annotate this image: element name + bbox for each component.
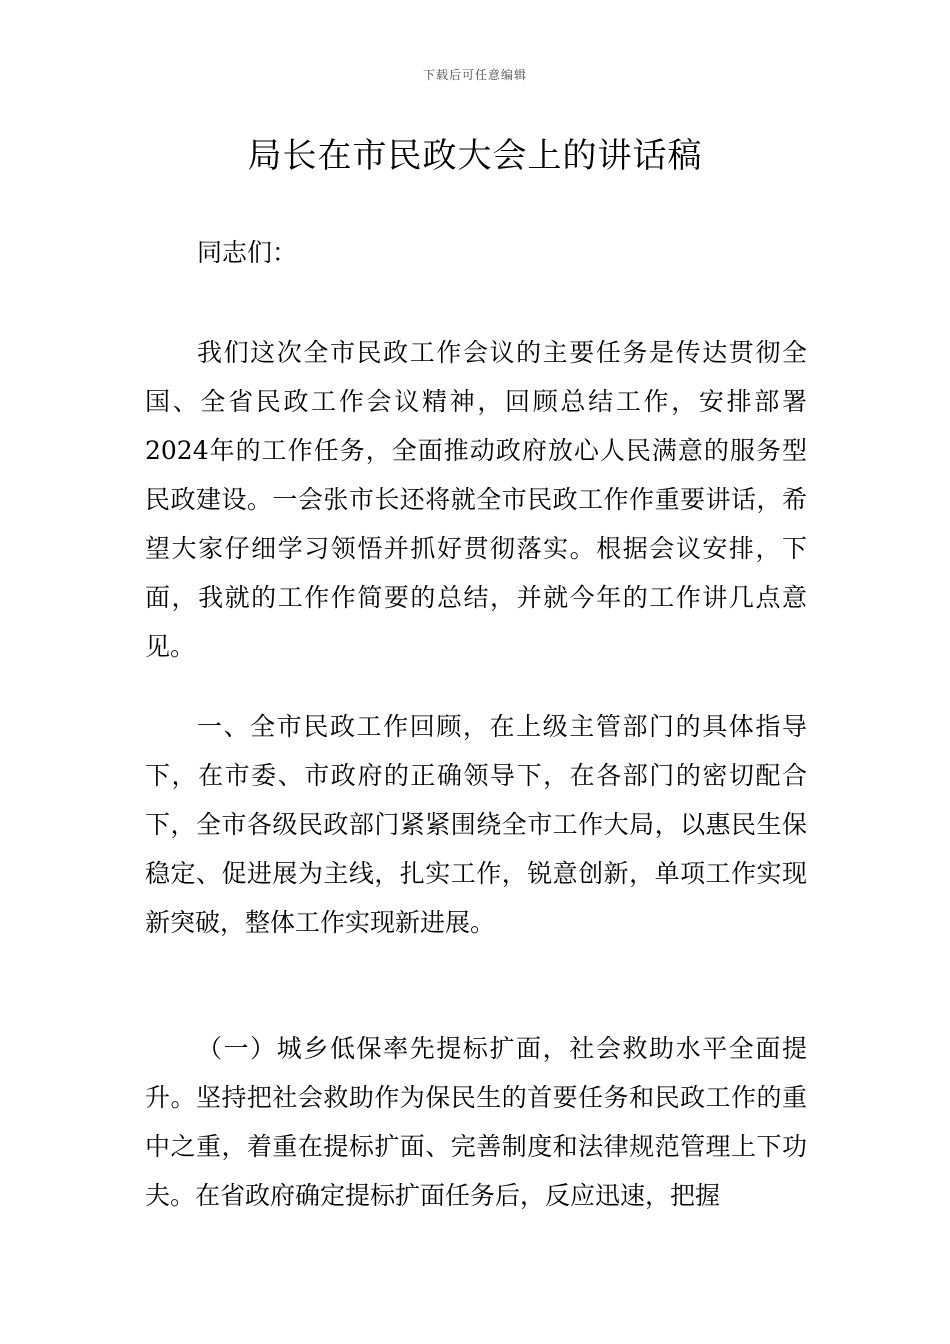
paragraph-review: 一、全市民政工作回顾，在上级主管部门的具体指导下，在市委、市政府的正确领导下，在各部门的密切配合下，全市各级民政部门紧紧围绕全市工作大局，以惠民生保稳定、促进展为主线，扎实工作，锐意创新，单项工作实现新突破，整体工作实现新进展。	[145, 712, 807, 937]
paragraph-intro: 我们这次全市民政工作会议的主要任务是传达贯彻全国、全省民政工作会议精神，回顾总结工作，安排部署2024年的工作任务，全面推动政府放心人民满意的服务型民政建设。一会张市长还将就全市民政工作作重要讲话，希望大家仔细学习领悟并抓好贯彻落实。根据会议安排，下面，我就的工作作简要的总结，并就今年的工作讲几点意见。	[145, 338, 807, 661]
paragraph-social-assistance: （一）城乡低保率先提标扩面，社会救助水平全面提升。坚持把社会救助作为保民生的首要任务和民政工作的重中之重，着重在提标扩面、完善制度和法律规范管理上下功夫。在省政府确定提标扩面任务后，反应迅速，把握	[145, 1034, 807, 1210]
greeting: 同志们：	[197, 238, 298, 267]
header-note: 下载后可任意编辑	[422, 68, 527, 82]
document-title: 局长在市民政大会上的讲话稿	[247, 136, 703, 176]
